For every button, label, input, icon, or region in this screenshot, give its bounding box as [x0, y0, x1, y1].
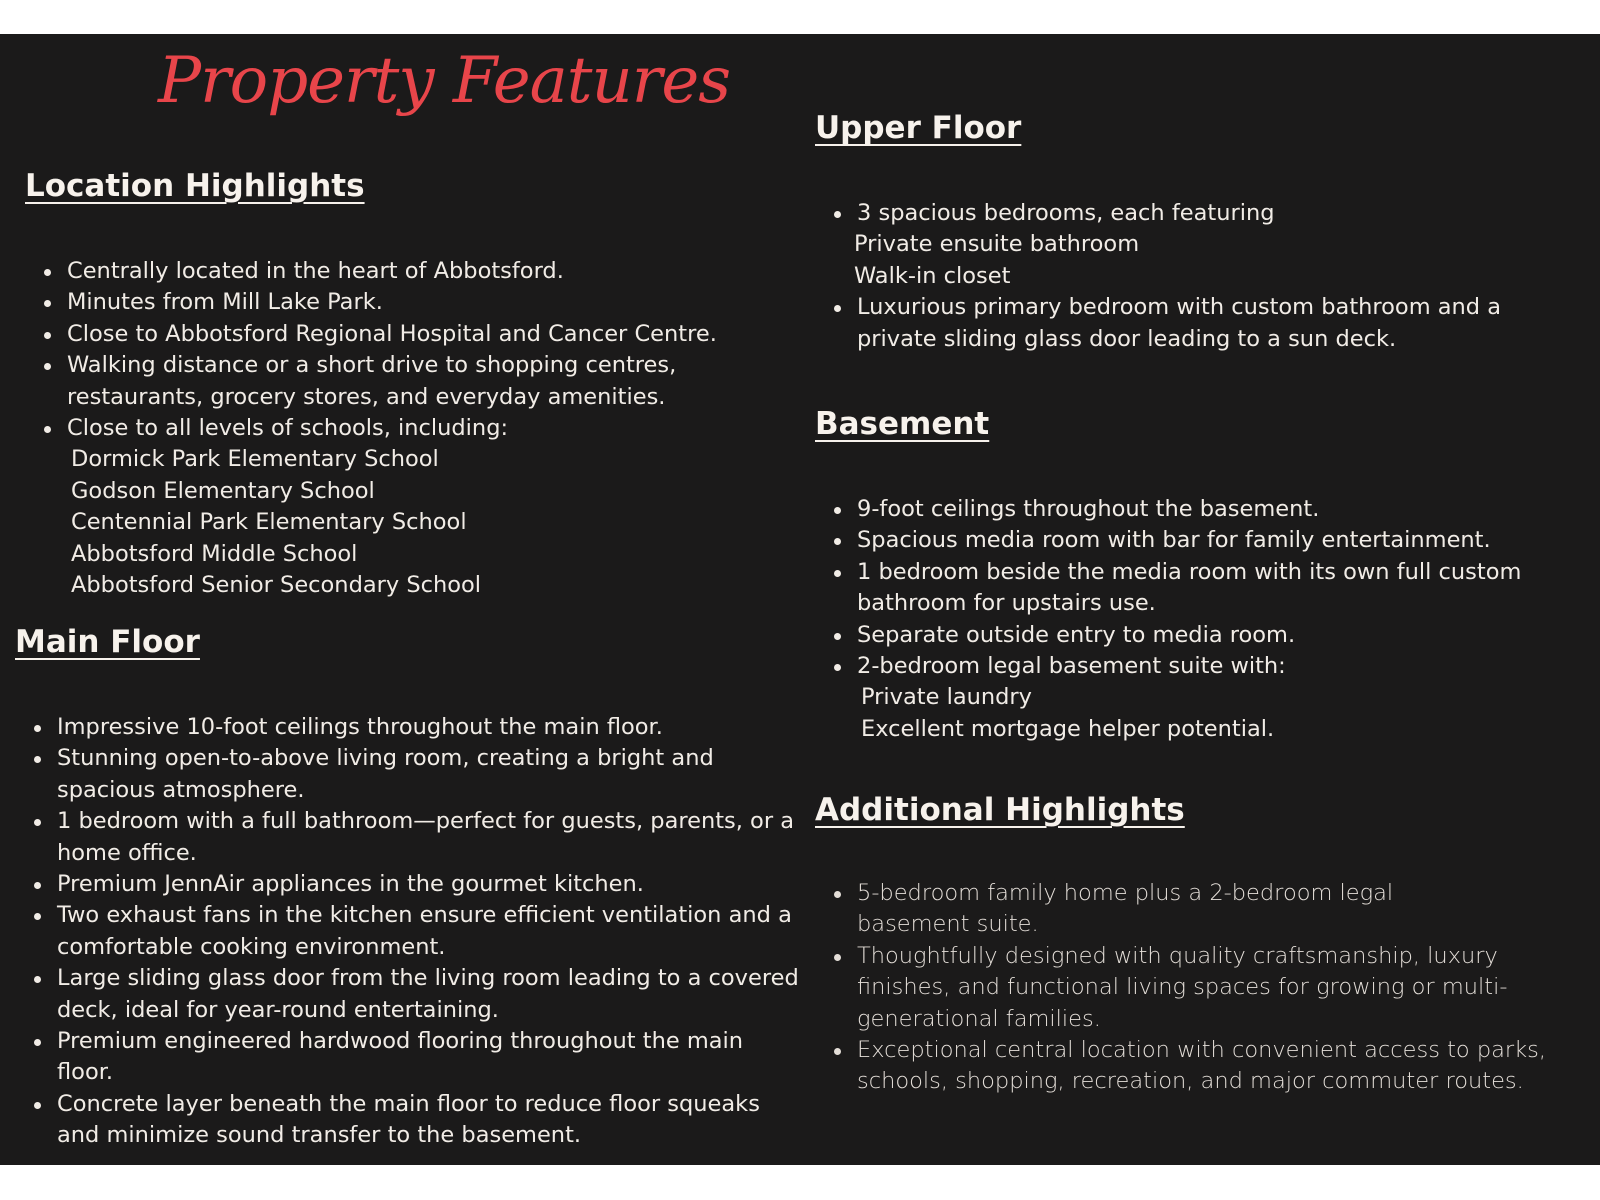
school-name: Abbotsford Senior Secondary School — [71, 572, 482, 599]
list-item: Large sliding glass door from the living room leading to a covered deck, ideal for year-round entertaining. — [57, 963, 817, 1026]
list-item: 1 bedroom beside the media room with its own full custom bathroom for upstairs use. — [857, 557, 1547, 620]
additional-highlights-list — [857, 878, 1587, 1098]
list-item-schools — [67, 413, 717, 601]
list-item-bedrooms — [854, 198, 1537, 292]
additional-highlights-heading: Additional Highlights — [815, 792, 1185, 828]
additional-highlights-section — [815, 792, 1587, 1098]
upper-floor-heading: Upper Floor — [815, 110, 1022, 146]
list-item: Spacious media room with bar for family entertainment. — [857, 525, 1577, 556]
school-name: Dormick Park Elementary School — [71, 446, 439, 473]
upper-floor-list — [854, 198, 1537, 355]
features-panel — [0, 34, 1600, 1165]
basement-section — [815, 406, 1577, 745]
list-item-suite — [857, 651, 1577, 745]
list-item: 9-foot ceilings throughout the basement. — [857, 494, 1577, 525]
main-floor-heading: Main Floor — [15, 624, 200, 660]
page-title: Property Features — [158, 44, 731, 118]
main-floor-list — [57, 712, 817, 1152]
list-item: Centrally located in the heart of Abbotsford. — [67, 256, 717, 287]
upper-floor-section — [815, 110, 1537, 355]
location-highlights-heading: Location Highlights — [25, 168, 365, 204]
suite-feature: Private laundry — [861, 684, 1033, 711]
list-item-text: 3 spacious bedrooms, each featuring — [857, 200, 1275, 226]
list-item: Close to Abbotsford Regional Hospital and Cancer Centre. — [67, 319, 717, 350]
school-name: Godson Elementary School — [71, 477, 375, 504]
list-item: Premium engineered hardwood flooring throughout the main floor. — [57, 1026, 767, 1089]
list-item: Luxurious primary bedroom with custom bathroom and a private sliding glass door leading to a sun deck. — [857, 292, 1537, 355]
list-item: 5-bedroom family home plus a 2-bedroom legal basement suite. — [857, 878, 1497, 941]
list-item: Exceptional central location with convenient access to parks, schools, shopping, recreation, and major commuter routes. — [857, 1035, 1557, 1098]
main-floor-section — [15, 624, 817, 1152]
list-item: Premium JennAir appliances in the gourmet kitchen. — [57, 869, 817, 900]
bedroom-feature: Private ensuite bathroom — [854, 231, 1140, 258]
list-item: Impressive 10-foot ceilings throughout the main floor. — [57, 712, 817, 743]
list-item-text: 2-bedroom legal basement suite with: — [857, 653, 1286, 680]
basement-heading: Basement — [815, 406, 990, 442]
suite-feature: Excellent mortgage helper potential. — [861, 715, 1275, 742]
list-item-text: Close to all levels of schools, including: — [67, 415, 509, 442]
list-item: Concrete layer beneath the main floor to reduce floor squeaks and minimize sound transfer to the basement. — [57, 1089, 787, 1152]
list-item: 1 bedroom with a full bathroom—perfect for guests, parents, or a home office. — [57, 806, 817, 869]
list-item: Two exhaust fans in the kitchen ensure efficient ventilation and a comfortable cooking environment. — [57, 900, 817, 963]
school-name: Abbotsford Middle School — [71, 540, 358, 567]
list-item: Thoughtfully designed with quality craftsmanship, luxury finishes, and functional living spaces for growing or multi-generational families. — [857, 941, 1587, 1035]
location-highlights-section — [25, 168, 717, 601]
location-highlights-list — [67, 256, 717, 601]
school-name: Centennial Park Elementary School — [71, 509, 467, 536]
list-item: Minutes from Mill Lake Park. — [67, 287, 717, 318]
list-item: Walking distance or a short drive to shopping centres, restaurants, grocery stores, and everyday amenities. — [67, 350, 707, 413]
list-item: Stunning open-to-above living room, creating a bright and spacious atmosphere. — [57, 743, 737, 806]
basement-list — [857, 494, 1577, 745]
bedroom-feature: Walk-in closet — [854, 262, 1011, 289]
list-item: Separate outside entry to media room. — [857, 620, 1577, 651]
